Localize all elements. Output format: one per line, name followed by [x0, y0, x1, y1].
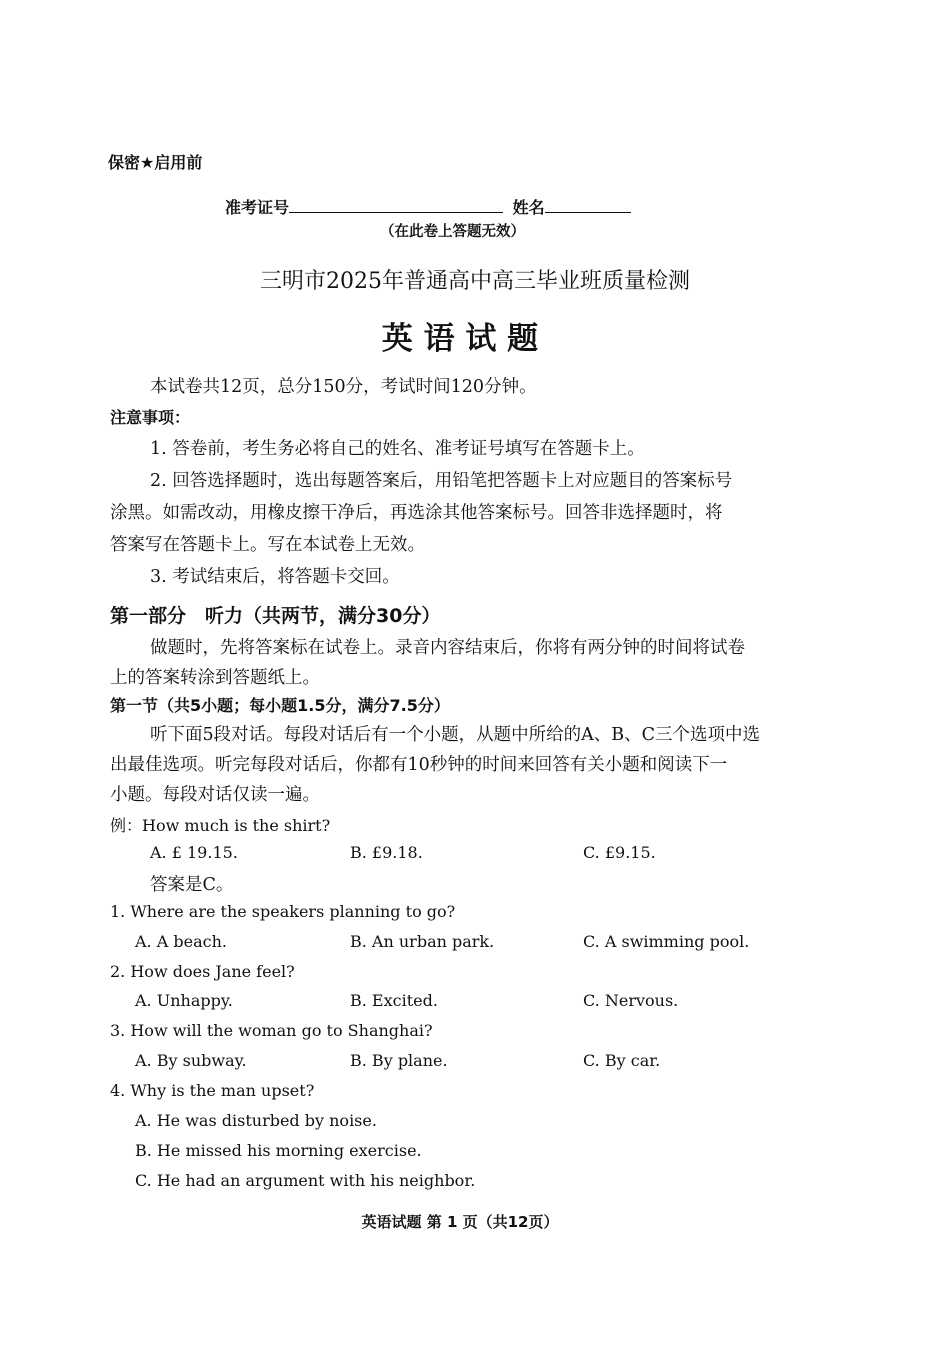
exam-id-row: [225, 195, 631, 218]
question-1-option-b: B. An urban park.: [350, 932, 495, 951]
question-2: 2. How does Jane feel?: [110, 962, 295, 981]
part1-instruction-line-1: 做题时，先将答案标在试卷上。录音内容结束后，你将有两分钟的时间将试卷: [150, 638, 745, 658]
question-3-option-b: B. By plane.: [350, 1051, 448, 1070]
question-4: 4. Why is the man upset?: [110, 1081, 315, 1100]
example-answer: 答案是C。: [150, 875, 234, 895]
question-2-option-a: A. Unhappy.: [135, 991, 233, 1010]
exam-subtitle: 三明市2025年普通高中高三毕业班质量检测: [260, 269, 690, 294]
invalid-note: （在此卷上答题无效）: [380, 224, 525, 240]
note-item-3: 3. 考试结束后，将答题卡交回。: [150, 567, 400, 587]
page-footer: 英语试题 第 1 页（共12页）: [361, 1213, 559, 1231]
exam-intro: 本试卷共12页，总分150分，考试时间120分钟。: [150, 377, 537, 397]
note-item-2-line-1: 2. 回答选择题时，选出每题答案后，用铅笔把答题卡上对应题目的答案标号: [150, 471, 733, 491]
confidential-label: 保密★启用前: [108, 153, 203, 172]
section1-instruction-line-1: 听下面5段对话。每段对话后有一个小题，从题中所给的A、B、C三个选项中选: [150, 725, 761, 745]
question-1-option-a: A. A beach.: [135, 932, 227, 951]
notes-heading: 注意事项：: [110, 408, 191, 427]
section1-instruction-line-2: 出最佳选项。听完每段对话后，你都有10秒钟的时间来回答有关小题和阅读下一: [110, 755, 728, 775]
page-title: 英 语 试 题: [381, 321, 539, 357]
question-3-option-a: A. By subway.: [135, 1051, 247, 1070]
name-blank: [545, 198, 631, 213]
note-item-2-line-2: 涂黑。如需改动，用橡皮擦干净后，再选涂其他答案标号。回答非选择题时，将: [110, 503, 723, 523]
question-2-option-c: C. Nervous.: [583, 991, 679, 1010]
part1-heading: 第一部分 听力（共两节，满分30分）: [110, 605, 441, 627]
question-3-option-c: C. By car.: [583, 1051, 661, 1070]
note-item-1: 1. 答卷前，考生务必将自己的姓名、准考证号填写在答题卡上。: [150, 439, 645, 459]
example-question: 例：How much is the shirt?: [110, 816, 331, 835]
question-1-option-c: C. A swimming pool.: [583, 932, 750, 951]
question-1: 1. Where are the speakers planning to go?: [110, 902, 456, 921]
exam-id-blank: [289, 198, 503, 213]
question-2-option-b: B. Excited.: [350, 991, 438, 1010]
example-option-b: B. £9.18.: [350, 843, 423, 862]
note-item-2-line-3: 答案写在答题卡上。写在本试卷上无效。: [110, 535, 425, 555]
question-4-option-b: B. He missed his morning exercise.: [135, 1141, 422, 1160]
example-option-c: C. £9.15.: [583, 843, 656, 862]
section1-instruction-line-3: 小题。每段对话仅读一遍。: [110, 785, 320, 805]
part1-instruction-line-2: 上的答案转涂到答题纸上。: [110, 668, 320, 688]
question-4-option-c: C. He had an argument with his neighbor.: [135, 1171, 476, 1190]
question-3: 3. How will the woman go to Shanghai?: [110, 1021, 433, 1040]
example-option-a: A. £ 19.15.: [150, 843, 238, 862]
exam-id-label: 准考证号: [225, 198, 290, 217]
question-4-option-a: A. He was disturbed by noise.: [135, 1111, 377, 1130]
name-label: 姓名: [512, 198, 545, 217]
section1-heading: 第一节（共5小题；每小题1.5分，满分7.5分）: [110, 696, 450, 715]
